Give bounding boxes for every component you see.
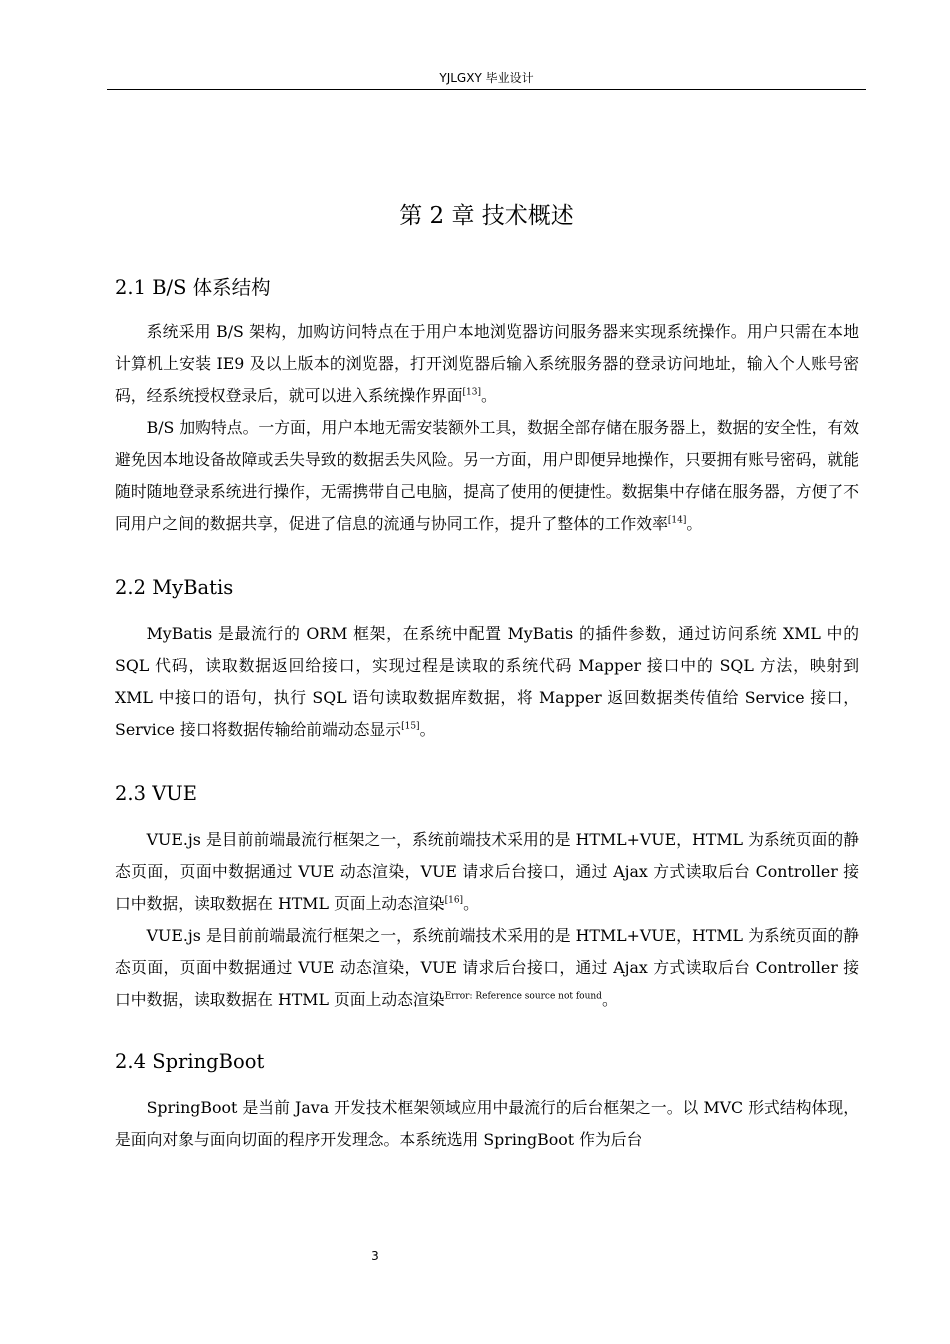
- paragraph: [115, 412, 859, 540]
- citation: [13]: [462, 387, 482, 398]
- section-heading: 2.3 VUE: [115, 782, 197, 805]
- paragraph: [115, 618, 859, 746]
- paragraph-text: VUE.js 是目前前端最流行框架之一，系统前端技术采用的是 HTML+VUE，HTML 为系统页面的静态页面，页面中数据通过 VUE 动态渲染，VUE 请求后台接口，通过 Ajax 方式读取后台 Controller 接口中数据，读取数据在 HTML 页面上动态渲染: [115, 830, 859, 913]
- paragraph-tail: 。: [686, 514, 703, 533]
- paragraph-text: SpringBoot 是当前 Java 开发技术框架领域应用中最流行的后台框架之一。以 MVC 形式结构体现，是面向对象与面向切面的程序开发理念。本系统选用 SpringBoot 作为后台: [115, 1098, 859, 1149]
- paragraph-text: MyBatis 是最流行的 ORM 框架，在系统中配置 MyBatis 的插件参数，通过访问系统 XML 中的 SQL 代码，读取数据返回给接口，实现过程是读取的系统代码 Mapper 接口中的 SQL 方法，映射到 XML 中接口的语句，执行 SQL 语句读取数据库数据，将 Mapper 返回数据类传值给 Service 接口，Service 接口将数据传输给前端动态显示: [115, 624, 859, 739]
- paragraph-tail: 。: [481, 386, 497, 405]
- section-heading: 2.4 SpringBoot: [115, 1050, 265, 1073]
- document-body: [115, 270, 859, 1156]
- section-heading: 2.1 B/S 体系结构: [115, 276, 271, 299]
- paragraph: [115, 1092, 859, 1156]
- citation: [16]: [444, 895, 464, 906]
- page-header: YJLGXY 毕业设计: [439, 71, 534, 85]
- paragraph: [115, 824, 859, 920]
- paragraph-tail: 。: [419, 720, 436, 739]
- paragraph: [115, 316, 859, 412]
- paragraph-text: VUE.js 是目前前端最流行框架之一，系统前端技术采用的是 HTML+VUE，HTML 为系统页面的静态页面，页面中数据通过 VUE 动态渲染，VUE 请求后台接口，通过 Ajax 方式读取后台 Controller 接口中数据，读取数据在 HTML 页面上动态渲染: [115, 926, 859, 1009]
- paragraph-text: 系统采用 B/S 架构，加购访问特点在于用户本地浏览器访问服务器来实现系统操作。用户只需在本地计算机上安装 IE9 及以上版本的浏览器，打开浏览器后输入系统服务器的登录访问地址，输入个人账号密码，经系统授权登录后，就可以进入系统操作界面: [115, 322, 859, 405]
- page-number: 3: [371, 1249, 379, 1263]
- citation: [15]: [401, 721, 420, 732]
- citation: [14]: [667, 515, 687, 526]
- paragraph-tail: 。: [601, 990, 618, 1009]
- paragraph-text: B/S 加购特点。一方面，用户本地无需安装额外工具，数据全部存储在服务器上，数据的安全性，有效避免因本地设备故障或丢失导致的数据丢失风险。另一方面，用户即便异地操作，只要拥有账号密码，就能随时随地登录系统进行操作，无需携带自己电脑，提高了使用的便捷性。数据集中存储在服务器，方便了不同用户之间的数据共享，促进了信息的流通与协同工作，提升了整体的工作效率: [115, 418, 859, 533]
- header-rule: [107, 89, 866, 90]
- citation-error: Error: Reference source not found: [444, 991, 602, 1002]
- paragraph-tail: 。: [463, 894, 479, 913]
- section-heading: 2.2 MyBatis: [115, 576, 234, 599]
- chapter-title: 第 2 章 技术概述: [399, 203, 574, 229]
- paragraph: [115, 920, 859, 1016]
